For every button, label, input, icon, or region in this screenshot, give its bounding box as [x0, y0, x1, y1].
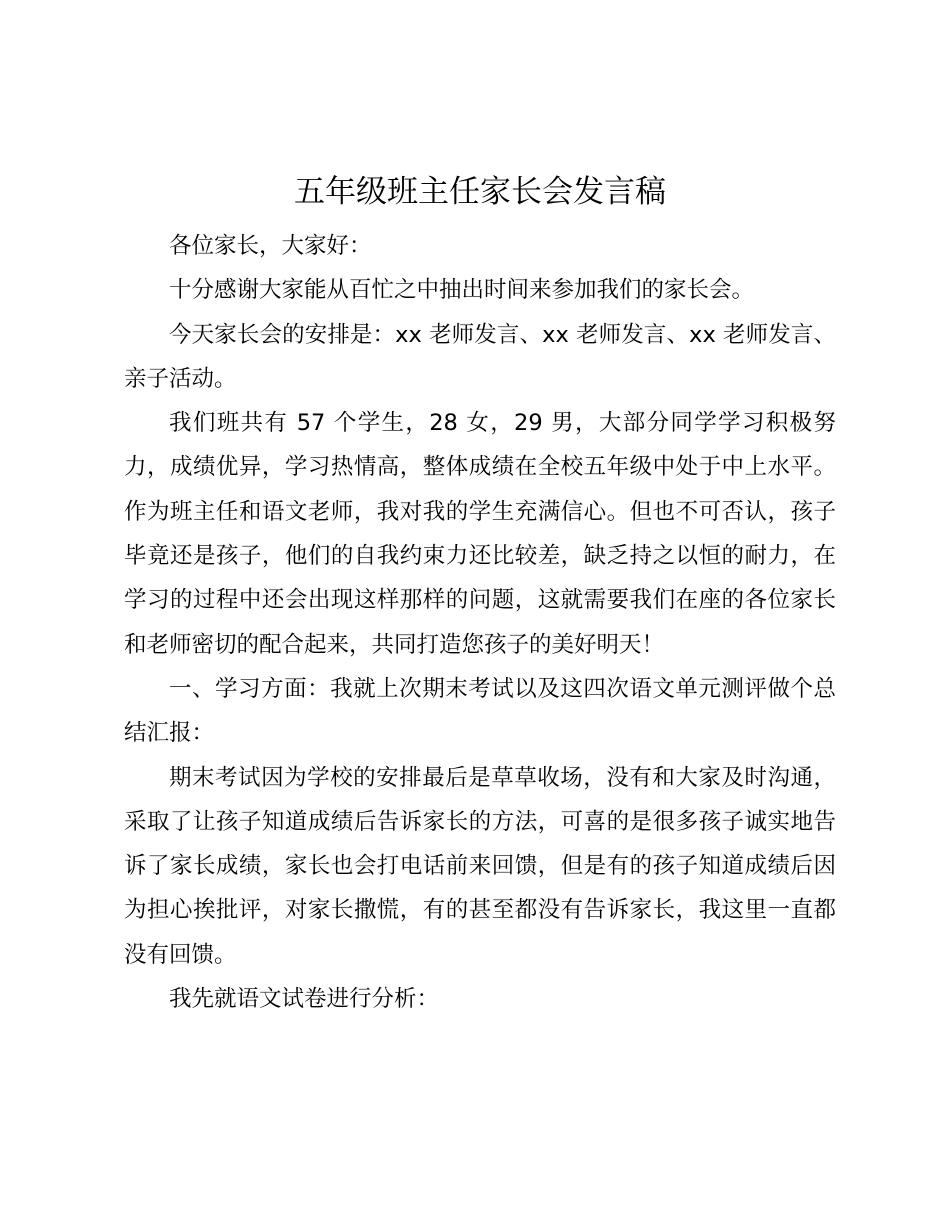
paragraph-thanks: 十分感谢大家能从百忙之中抽出时间来参加我们的家长会。	[169, 277, 755, 304]
paragraph-agenda: 今天家长会的安排是：xx 老师发言、xx 老师发言、xx 老师发言、亲子活动。	[124, 321, 836, 392]
paragraph-study-heading: 一、学习方面：我就上次期末考试以及这四次语文单元测评做个总结汇报：	[124, 675, 836, 747]
document-page	[124, 170, 836, 1021]
paragraph-chinese-analysis: 我先就语文试卷进行分析：	[169, 986, 440, 1013]
paragraph-class-overview: 我们班共有 57 个学生，28 女，29 男，大部分同学学习积极努力，成绩优异，学习热情高，整体成绩在全校五年级中处于中上水平。作为班主任和语文老师，我对我的学生充满信心。但也不可否认，孩子毕竟还是孩子，他们的自我约束力还比较差，缺乏持之以恒的耐力，在学习的过程中还会出现这样那样的问题，这就需要我们在座的各位家长和老师密切的配合起来，共同打造您孩子的美好明天！	[124, 410, 836, 658]
paragraph-final-exam: 期末考试因为学校的安排最后是草草收场，没有和大家及时沟通，采取了让孩子知道成绩后告诉家长的方法，可喜的是很多孩子诚实地告诉了家长成绩，家长也会打电话前来回馈，但是有的孩子知道成绩后因为担心挨批评，对家长撒慌，有的甚至都没有告诉家长，我这里一直都没有回馈。	[124, 764, 836, 968]
document-title: 五年级班主任家长会发言稿	[294, 174, 666, 210]
paragraph-greeting: 各位家长，大家好：	[169, 233, 372, 259]
